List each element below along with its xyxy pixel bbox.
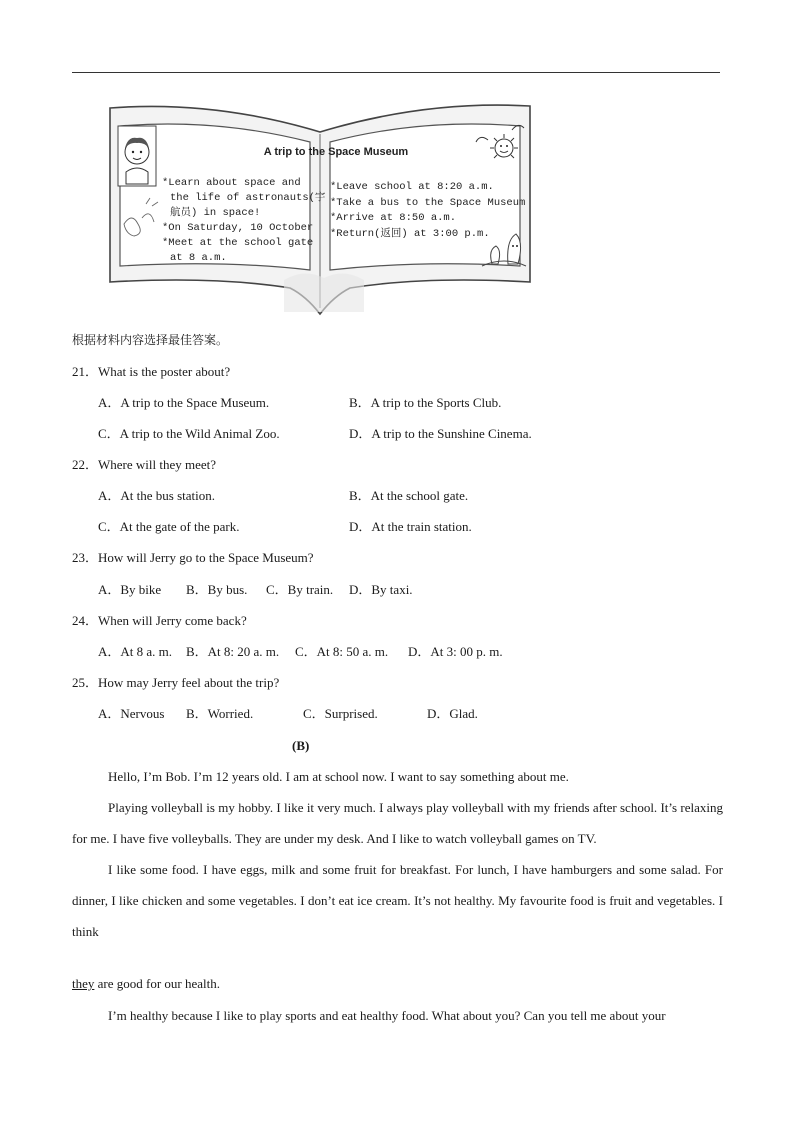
poster-right-text (330, 180, 530, 242)
option[interactable]: A．At 8 a. m. (98, 644, 173, 659)
passage-paragraph: Playing volleyball is my hobby. I like it very much. I always play volleyball with my friends after school. It’s relaxing for me. I have five volleyballs. They are under my desk. And I like to watch volleyball games on TV. (72, 800, 723, 846)
option[interactable]: B．At the school gate. (349, 488, 469, 503)
question-stem: 23．How will Jerry go to the Space Museum? (72, 550, 314, 565)
poster-right-line: *Leave school at 8:20 a.m. (330, 181, 494, 193)
poster-left-line: 航员) in space! (170, 207, 261, 219)
option[interactable]: C．Surprised. (303, 706, 378, 721)
option[interactable]: B．A trip to the Sports Club. (349, 395, 502, 410)
option[interactable]: D．A trip to the Sunshine Cinema. (349, 426, 532, 441)
poster (104, 100, 536, 322)
question-stem: 21．What is the poster about? (72, 364, 231, 379)
option[interactable]: C．By train. (266, 582, 334, 597)
header-rule (72, 72, 720, 73)
poster-left-line: *On Saturday, 10 October (162, 222, 314, 234)
option[interactable]: A．By bike (98, 582, 162, 597)
option[interactable]: C．At 8: 50 a. m. (295, 644, 389, 659)
option[interactable]: D．At 3: 00 p. m. (408, 644, 503, 659)
poster-title: A trip to the Space Museum (263, 146, 409, 158)
passage-paragraph: I’m healthy because I like to play sports and eat healthy food. What about you? Can you tell me about your (108, 1008, 666, 1023)
passage-paragraph: Hello, I’m Bob. I’m 12 years old. I am at school now. I want to say something about me. (108, 769, 569, 784)
underlined-word: they (72, 976, 95, 991)
option[interactable]: C．At the gate of the park. (98, 519, 240, 534)
option[interactable]: B．By bus. (186, 582, 248, 597)
continuation-text: are good for our health. (94, 976, 221, 991)
question-stem: 22．Where will they meet? (72, 457, 217, 472)
boy-avatar-icon (118, 126, 156, 186)
poster-right-line: *Take a bus to the Space Museum (330, 196, 526, 209)
option[interactable]: D．At the train station. (349, 519, 472, 534)
passage-paragraph: I like some food. I have eggs, milk and some fruit for breakfast. For lunch, I have hamburgers and some salad. For dinner, I like chicken and some vegetables. I don’t eat ice cream. It’s not healthy. My favourite food is fruit and vegetables. I think (72, 862, 723, 939)
option[interactable]: B．Worried. (186, 706, 254, 721)
option[interactable]: C．A trip to the Wild Animal Zoo. (98, 426, 280, 441)
poster-right-line: *Return(返回) at 3:00 p.m. (330, 227, 490, 240)
option[interactable]: D．Glad. (427, 706, 478, 721)
option[interactable]: D．By taxi. (349, 582, 413, 597)
question-stem: 24．When will Jerry come back? (72, 613, 247, 628)
option[interactable]: A．Nervous (98, 706, 165, 721)
poster-left-line: at 8 a.m. (170, 252, 227, 264)
poster-right-line: *Arrive at 8:50 a.m. (330, 212, 457, 224)
poster-left-line: the life of astronauts(宇 (170, 192, 326, 204)
poster-left-line: *Meet at the school gate (162, 237, 314, 249)
instruction: 根据材料内容选择最佳答案。 (72, 333, 229, 347)
poster-left-line: *Learn about space and (162, 177, 301, 189)
section-heading: (B) (292, 738, 310, 753)
option[interactable]: B．At 8: 20 a. m. (186, 644, 280, 659)
poster-left-text (162, 176, 326, 266)
option[interactable]: A．A trip to the Space Museum. (98, 395, 270, 410)
option[interactable]: A．At the bus station. (98, 488, 215, 503)
passage-continuation (72, 976, 220, 992)
question-stem: 25．How may Jerry feel about the trip? (72, 675, 280, 690)
